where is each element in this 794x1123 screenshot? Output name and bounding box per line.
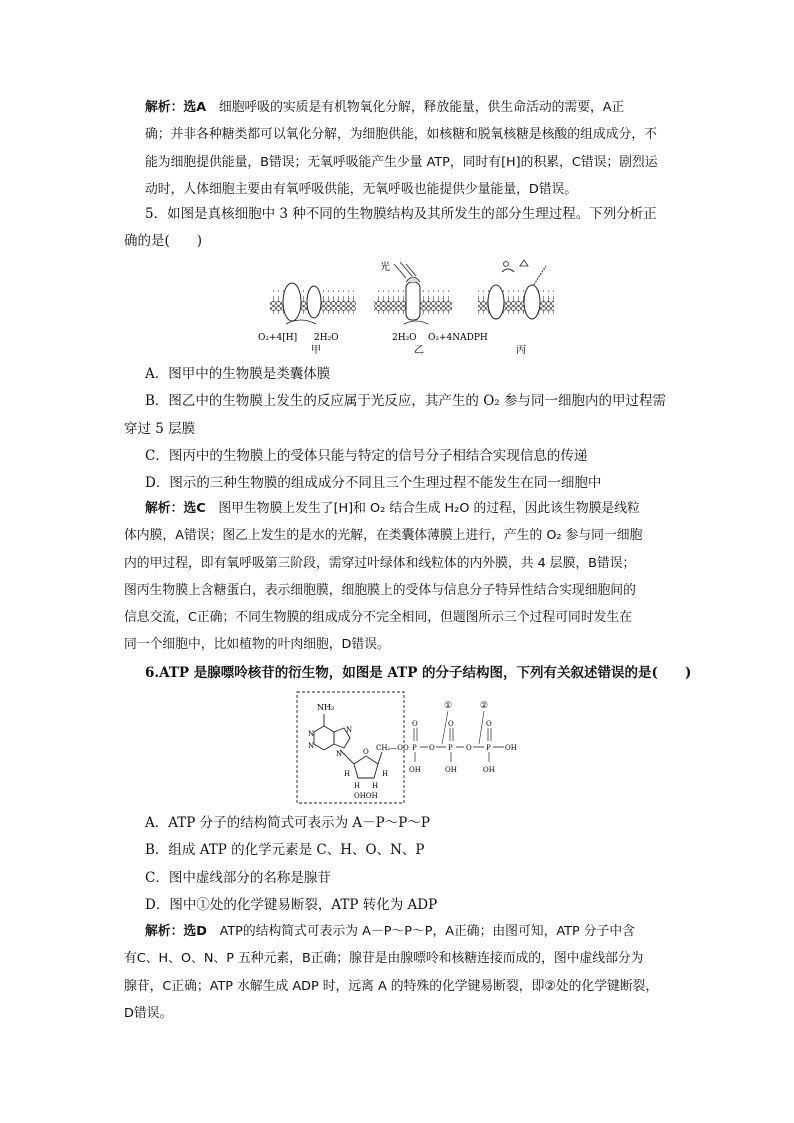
q4-analysis-line: 细胞呼吸的实质是有机物氧化分解，释放能量，供生命活动的需要，A正 <box>218 100 625 115</box>
p-label: P <box>486 744 491 752</box>
q4-analysis <box>124 94 684 203</box>
h-label: H <box>344 770 351 778</box>
double-bond-o-label: O <box>448 720 454 728</box>
q6-option-b: B．组成 ATP 的化学元素是 C、H、O、N、P <box>145 842 425 859</box>
q6-atp-figure <box>296 690 536 806</box>
q6-analysis-line: 有C、H、O、N、P 五种元素，B正确；腺苷是由腺嘌呤和核糖连接而成的，图中虚线部分为 <box>124 951 644 967</box>
nh2-label: NH₂ <box>317 703 335 712</box>
q5-options <box>124 361 685 497</box>
q4-analysis-label: 解析：选A <box>145 100 207 115</box>
ch2o-label: CH₂—O <box>376 744 404 752</box>
signal-dot <box>504 262 509 267</box>
rxn-yi-right: O₂+4NADPH <box>428 333 488 343</box>
q5-analysis-line: 信息交流，C正确；不同生物膜的组成成分不完全相同，但题图所示三个过程可同时发生在 <box>124 610 633 626</box>
marker-2-label: ② <box>480 701 489 711</box>
glycoprotein-chain <box>534 266 546 285</box>
light-ray <box>406 264 416 276</box>
q5-option-d: D．图示的三种生物膜的组成成分不同且三个生理过程不能发生在同一细胞中 <box>145 475 602 492</box>
bridge-o-label: O <box>403 744 409 752</box>
marker-1-label: ① <box>444 701 453 711</box>
q6-stem-line: 6.ATP 是腺嘌呤核苷的衍生物，如图是 ATP 的分子结构图，下列有关叙述错误的是( ) <box>145 665 692 681</box>
q5-analysis-line: 同一个细胞中，比如植物的叶肉细胞，D错误。 <box>124 637 390 653</box>
label-yi: 乙 <box>414 345 424 356</box>
light-label: 光 <box>380 262 390 273</box>
q5-analysis-line: 图甲生物膜上发生了[H]和 O₂ 结合生成 H₂O 的过程，因此该生物膜是线粒 <box>218 501 640 516</box>
q5-stem-line: 确的是( ) <box>124 233 203 250</box>
n-label: N <box>308 730 315 738</box>
double-bond-o-label: O <box>412 720 418 728</box>
ribose-ring <box>354 756 378 778</box>
oh-label: OH <box>483 766 495 774</box>
q6-option-a: A．ATP 分子的结构简式可表示为 A－P～P～P <box>145 815 430 831</box>
protein-jia-1 <box>283 283 301 321</box>
marker-2-pointer <box>479 711 484 744</box>
q5-analysis-line: 体内膜，A错误；图乙上发生的是水的光解，在类囊体薄膜上进行，产生的 O₂ 参与同一细胞 <box>124 528 643 544</box>
q6-option-c: C．图中虚线部分的名称是腺苷 <box>145 869 331 886</box>
protein-jia-2 <box>307 286 321 318</box>
p-label: P <box>412 744 417 752</box>
ohoh-label: OHOH <box>354 792 378 800</box>
bridge-o-label: O <box>466 744 472 752</box>
q5-stem-line: 5．如图是真核细胞中 3 种不同的生物膜结构及其所发生的部分生理过程。下列分析正 <box>145 206 657 222</box>
signal-molecule <box>502 269 514 272</box>
label-bing: 丙 <box>516 345 526 356</box>
oh-label: OH <box>445 766 457 774</box>
atp-structure-diagram <box>296 690 536 806</box>
q6-analysis <box>124 918 684 1027</box>
arrow-yi <box>404 321 428 324</box>
membrane-diagram <box>256 258 556 358</box>
protein-bing-1 <box>488 285 504 319</box>
q5-option-a: A．图甲中的生物膜是类囊体膜 <box>145 366 331 382</box>
oh-label: OH <box>409 766 421 774</box>
q4-analysis-line: 能为细胞提供能量，B错误；无氧呼吸能产生少量 ATP，同时有[H]的积累，C错误；剧烈运 <box>145 154 658 170</box>
h-label: H <box>372 782 379 790</box>
rxn-yi-left: 2H₂O <box>392 333 417 343</box>
pigment-yi <box>406 277 420 282</box>
q5-option-c: C．图丙中的生物膜上的受体只能与特定的信号分子相结合实现信息的传递 <box>145 447 588 464</box>
q6-option-d: D．图中①处的化学键易断裂，ATP 转化为 ADP <box>145 896 438 913</box>
q6-analysis-line: ATP的结构简式可表示为 A－P～P～P，A正确；由图可知，ATP 分子中含 <box>219 924 635 939</box>
h-label: H <box>354 782 361 790</box>
q6-stem <box>124 660 692 687</box>
label-jia: 甲 <box>311 345 321 356</box>
rxn-jia-right: 2H₂O <box>314 333 339 343</box>
adenine-six-ring <box>314 726 334 750</box>
q5-analysis-line: 图丙生物膜上含糖蛋白，表示细胞膜，细胞膜上的受体与信息分子特异性结合实现细胞间的 <box>124 582 636 598</box>
light-ray <box>394 264 406 278</box>
p-label: P <box>448 744 453 752</box>
q6-options <box>145 810 685 919</box>
n-label: N <box>346 726 353 734</box>
receptor-bing <box>524 285 540 319</box>
q4-analysis-line: 动时，人体细胞主要由有氧呼吸供能，无氧呼吸也能提供少量能量，D错误。 <box>145 181 578 197</box>
q5-option-b: B．图乙中的生物膜上发生的反应属于光反应，其产生的 O₂ 参与同一细胞内的甲过程需 <box>145 393 666 410</box>
q5-stem <box>124 201 684 256</box>
q5-membrane-figure <box>256 258 556 358</box>
q6-analysis-line: D错误。 <box>124 1005 173 1021</box>
n-label: N <box>308 742 315 750</box>
signal-triangle <box>520 260 528 266</box>
q5-analysis <box>124 495 684 659</box>
ring-o-label: O <box>363 748 369 756</box>
ch2-bond <box>378 752 382 764</box>
q5-option-b-cont: 穿过 5 层膜 <box>124 420 196 437</box>
q6-analysis-line: 腺苷，C正确；ATP 水解生成 ADP 时，远离 A 的特殊的化学键易断裂，即②处的化学键断裂， <box>124 978 659 994</box>
h-label: H <box>382 770 389 778</box>
q6-analysis-label: 解析：选D <box>145 924 207 939</box>
q5-analysis-line: 内的甲过程，即有氧呼吸第三阶段，需穿过叶绿体和线粒体的内外膜，共 4 层膜，B错误； <box>124 555 636 571</box>
bridge-o-label: O <box>429 744 435 752</box>
q4-analysis-line: 确；并非各种糖类都可以氧化分解，为细胞供能，如核糖和脱氧核糖是核酸的组成成分，不 <box>145 127 657 143</box>
protein-yi <box>406 282 420 320</box>
n-label: N <box>336 750 343 758</box>
double-bond-o-label: O <box>486 720 492 728</box>
q5-analysis-label: 解析：选C <box>145 501 206 516</box>
rxn-jia-left: O₂+4[H] <box>258 333 298 343</box>
terminal-oh-label: OH <box>505 744 517 752</box>
